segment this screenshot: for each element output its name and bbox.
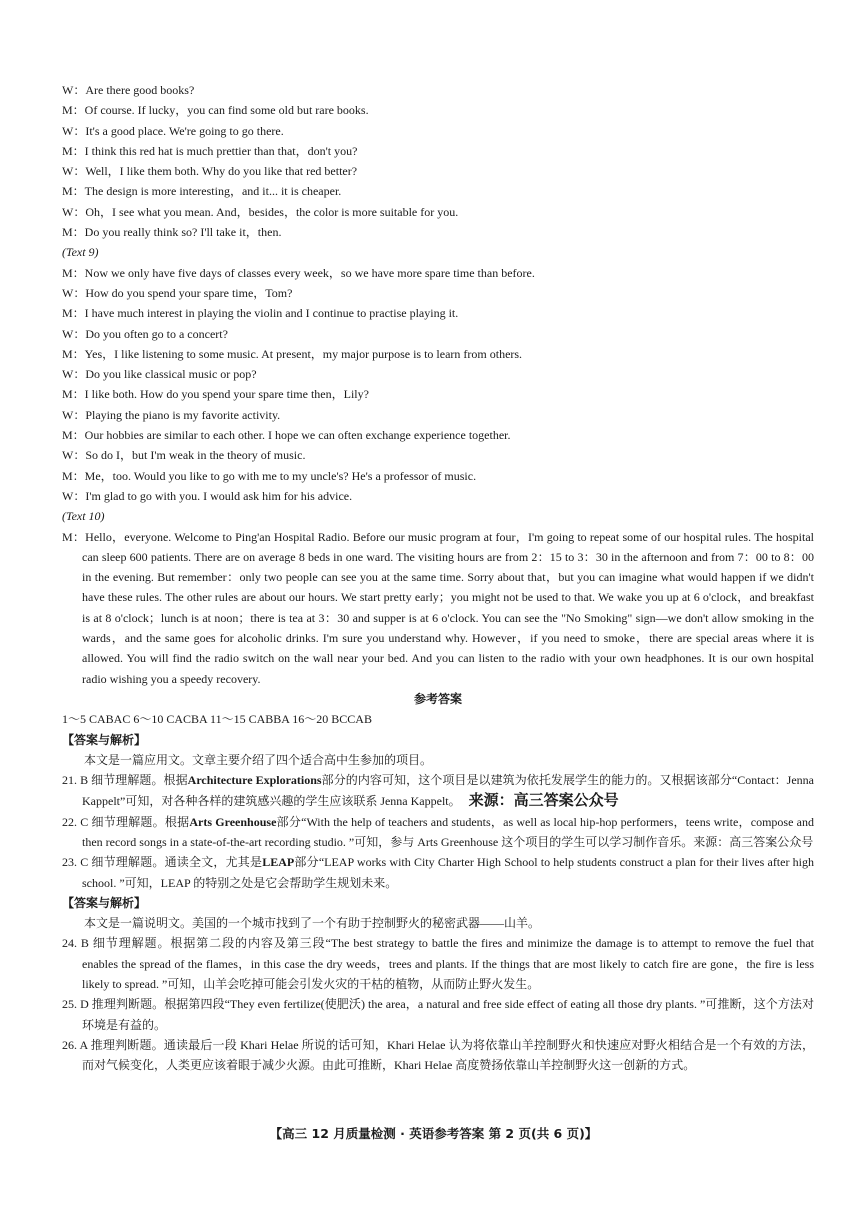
section2-intro: 本文是一篇说明文。美国的一个城市找到了一个有助于控制野火的秘密武器——山羊。 bbox=[84, 916, 541, 931]
section1-heading: 【答案与解析】 bbox=[62, 732, 147, 747]
section1-intro: 本文是一篇应用文。文章主要介绍了四个适合高中生参加的项目。 bbox=[84, 752, 433, 767]
dialogue-line: M：Now we only have five days of classes every week，so we have more spare time than before. bbox=[62, 265, 535, 280]
dialogue-line: M：I like both. How do you spend your spare time then，Lily? bbox=[62, 387, 369, 402]
dialogue-line: W：Are there good books? bbox=[62, 83, 195, 97]
q23-text: 部分“LEAP works with City Charter High School to help students construct a plan for their lives after high school. ”可知，LEAP 的特别之处是它会帮助学生规划未来。 bbox=[82, 855, 814, 890]
dialogue-line: M：Do you really think so? I'll take it，then. bbox=[62, 225, 282, 240]
dialogue-line: M：Our hobbies are similar to each other. I hope we can often exchange experience together. bbox=[62, 428, 511, 443]
answer-title: 参考答案 bbox=[413, 691, 462, 706]
q22-section-name: Arts Greenhouse bbox=[189, 814, 277, 829]
q21-label: 21. B 细节理解题。根据 bbox=[62, 773, 188, 788]
section2-heading: 【答案与解析】 bbox=[62, 895, 147, 910]
q21-section-name: Architecture Explorations bbox=[187, 773, 322, 788]
dialogue-line: M：Me，too. Would you like to go with me to my uncle's? He's a professor of music. bbox=[62, 468, 477, 483]
text10-monologue: M：Hello，everyone. Welcome to Ping'an Hospital Radio. Before our music program at four，I'm going to repeat some of our hospital rules. The hospital can sleep 600 patients. There are on average 8 beds in one ward. The visiting hours are from 2：15 to 3：30 in the afternoon and from 7：00 to 8：00 in the evening. But remember：only two people can see you at the same time. Sorry about that，but you can imagine what would happen if we didn't have these rules. The other rules are about our hours. We start pretty early；you might not be used to that. We wake you up at 6 o'clock，and breakfast is at 8 o'clock；lunch is at noon；there is tea at 3：30 and supper is at 6 o'clock. You can see the "No Smoking" sign—we don't allow smoking in the wards，and the same goes for alcoholic drinks. I'm sure you understand why. However，if you need to smoke，there are special areas where it is allowed. You will find the radio switch on the wall near your bed. And you can listen to the radio with your own headphones. It is our own hospital radio wishing you a speedy recovery. bbox=[62, 529, 814, 686]
q25-explanation: 25. D 推理判断题。根据第四段“They even fertilize(使肥沃) the area，a natural and free side effect of eating all those dry plants. ”可推断，这个方法对环境是有益的。 bbox=[62, 997, 814, 1032]
q26-explanation: 26. A 推理判断题。通读最后一段 Khari Helae 所说的话可知，Khari Helae 认为将依靠山羊控制野火和快速应对野火相结合是一个有效的方法，而对气候变化，人类更应该着眼于减少火源。由此可推断，Khari Helae 高度赞扬依靠山羊控制野火这一创新的方式。 bbox=[62, 1037, 814, 1073]
source-note: 来源：高三答案公众号 bbox=[468, 791, 619, 810]
dialogue-line: W：Do you often go to a concert? bbox=[62, 326, 228, 341]
q21-explanation bbox=[62, 770, 814, 812]
dialogue-b bbox=[62, 263, 814, 507]
dialogue-line: W：Well，I like them both. Why do you like that red better? bbox=[62, 164, 358, 179]
page-footer: 【高三 12 月质量检测 · 英语参考答案 第 2 页(共 6 页)】 bbox=[269, 1126, 598, 1141]
dialogue-line: W：Playing the piano is my favorite activity. bbox=[62, 407, 281, 422]
dialogue-line: M：I think this red hat is much prettier than that，don't you? bbox=[62, 143, 358, 158]
dialogue-line: W：It's a good place. We're going to go there. bbox=[62, 123, 284, 138]
dialogue-a bbox=[62, 80, 814, 242]
dialogue-line: M：Of course. If lucky，you can find some old but rare books. bbox=[62, 103, 369, 118]
dialogue-line: W：So do I，but I'm weak in the theory of music. bbox=[62, 448, 306, 463]
q23-explanation bbox=[62, 852, 814, 893]
page-content bbox=[62, 80, 814, 1076]
q22-label: 22. C 细节理解题。根据 bbox=[62, 814, 190, 829]
dialogue-line: W：Do you like classical music or pop? bbox=[62, 367, 257, 382]
text10-label: (Text 10) bbox=[62, 509, 105, 524]
q23-label: 23. C 细节理解题。通读全文，尤其是 bbox=[62, 855, 263, 870]
q24-explanation: 24. B 细节理解题。根据第二段的内容及第三段“The best strategy to battle the fires and minimize the damage is to attempt to remove the fuel that enables the spread of the flames，in this case the dry weeds，trees and plants. If the things that are most likely to catch fire are gone，the fire is less likely to spread. ”可知，山羊会吃掉可能会引发火灾的干枯的植物，从而防止野火发生。 bbox=[62, 936, 814, 992]
dialogue-line: W：Oh，I see what you mean. And，besides，the color is more suitable for you. bbox=[62, 204, 459, 219]
q22-text: 部分“With the help of teachers and students，as well as local hip-hop performers，teens write，compose and then record songs in a state-of-the-art recording studio. ”可知，参与 Arts Greenhouse 这个项目的学生可以学习制作音乐。来源：高三答案公众号 bbox=[82, 814, 814, 849]
text9-label: (Text 9) bbox=[62, 245, 99, 260]
q21-text: 部分的内容可知，这个项目是以建筑为依托发展学生的能力的。又根据该部分“Contact：Jenna Kappelt”可知，对各种各样的建筑感兴趣的学生应该联系 Jenna Kappelt。 bbox=[82, 773, 814, 809]
dialogue-line: W：I'm glad to go with you. I would ask him for his advice. bbox=[62, 488, 353, 503]
dialogue-line: W：How do you spend your spare time，Tom? bbox=[62, 285, 293, 300]
dialogue-line: M：I have much interest in playing the violin and I continue to practise playing it. bbox=[62, 306, 459, 321]
answer-keys: 1～5 CABAC 6～10 CACBA 11～15 CABBA 16～20 BCCAB bbox=[62, 712, 372, 727]
dialogue-line: M：Yes，I like listening to some music. At present，my major purpose is to learn from others. bbox=[62, 346, 523, 361]
q23-section-name: LEAP bbox=[262, 855, 295, 870]
q22-explanation bbox=[62, 812, 814, 853]
dialogue-line: M：The design is more interesting，and it... it is cheaper. bbox=[62, 184, 342, 199]
